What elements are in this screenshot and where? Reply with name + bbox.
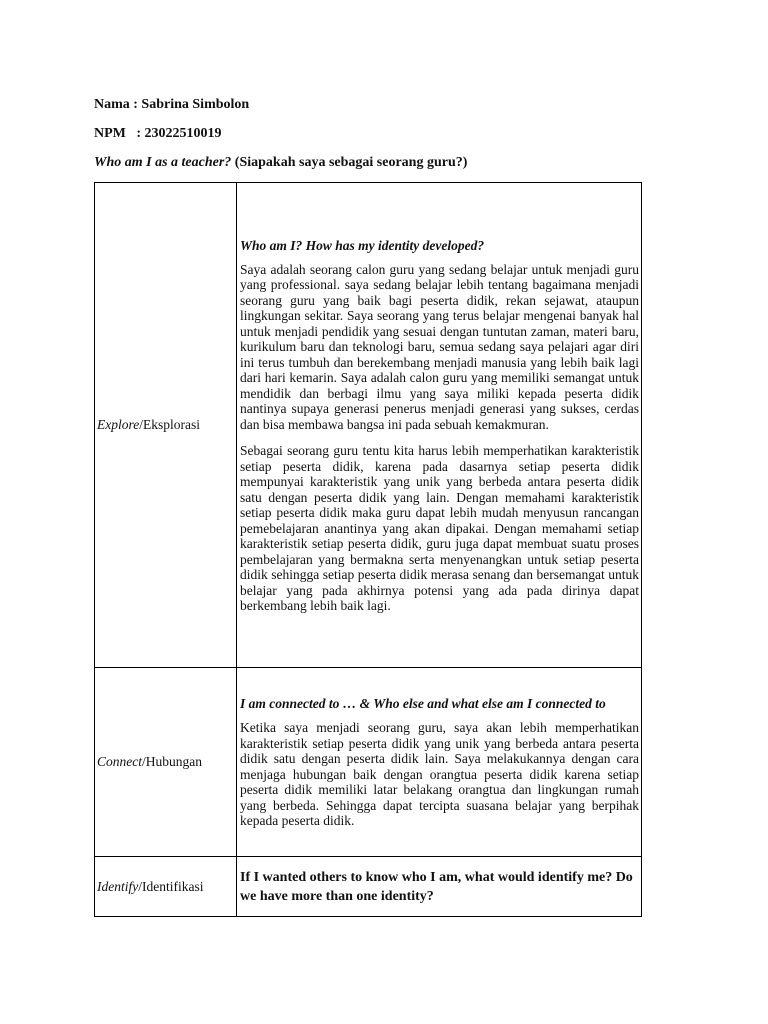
row-content-connect bbox=[237, 668, 642, 857]
reflection-table bbox=[94, 182, 642, 917]
table-row-identify bbox=[95, 857, 642, 917]
npm-value: : 23022510019 bbox=[136, 126, 222, 141]
paragraph: Sebagai seorang guru tentu kita harus lebih memperhatikan karakteristik setiap peserta didik, karena pada dasarnya setiap peserta didik mempunyai karakteristik yang unik yang berbeda antara peserta didik satu dengan peserta didik yang lain. Dengan memahami karakteristik setiap peserta didik maka guru dapat lebih mudah menyusun rancangan pemebelajaran anantinya yang akan dipakai. Dengan memahami setiap karakteristik setiap peserta didik, guru juga dapat membuat suatu proses pembelajaran yang bermakna serta menyenangkan untuk setiap peserta didik sehingga setiap peserta didik merasa senang dan bersemangat untuk belajar yang pada akhirnya potensi yang ada pada dirinya dapat berkembang lebih baik lagi. bbox=[240, 443, 639, 613]
paragraph: Saya adalah seorang calon guru yang sedang belajar untuk menjadi guru yang professional. saya sedang belajar lebih tentang bagaimana menjadi seorang guru yang baik bagi peserta didik, rekan sejawat, ataupun lingkungan sekitar. Saya seorang yang terus belajar mengenai banyak hal untuk menjadi pendidik yang sesuai dengan tuntutan zaman, materi baru, kurikulum baru dan teknologi baru, semua sedang saya pelajari agar diri ini terus tumbuh dan berekembang menjadi manusia yang lebih baik lagi dari hari kemarin. Saya adalah calon guru yang memiliki semangat untuk mendidik dan berbagi ilmu yang saya miliki kepada peserta didik nantinya supaya generasi penerus menjadi generasi yang sukses, cerdas dan bisa membawa bangsa ini pada sebuah kemakmuran. bbox=[240, 261, 639, 432]
name-line bbox=[94, 97, 249, 113]
question-id: (Siapakah saya sebagai seorang guru?) bbox=[234, 155, 468, 170]
row-title: I am connected to … & Who else and what else am I connected to bbox=[240, 696, 606, 712]
row-label-explore: Explore/Eksplorasi bbox=[95, 183, 237, 668]
paragraph: Ketika saya menjadi seorang guru, saya akan lebih memperhatikan karakteristik setiap peserta didik yang unik yang berbeda antara peserta didik satu dengan peserta didik lain. Saya melakukannya dengan cara menjaga hubungan baik dengan orangtua peserta didik karena setiap peserta didik memiliki latar belakang orangtua dan lingkungan rumah yang berbeda. Sehingga dapat tercipta suasana belajar yang berpihak kepada peserta didik. bbox=[240, 720, 639, 829]
row-content-identify bbox=[237, 857, 642, 917]
question-line bbox=[94, 155, 467, 171]
student-name: Nama : Sabrina Simbolon bbox=[94, 97, 250, 112]
table-row-explore bbox=[95, 183, 642, 668]
npm-label: NPM bbox=[94, 126, 126, 141]
row-title: Who am I? How has my identity developed? bbox=[240, 237, 485, 253]
question-en: Who am I as a teacher? bbox=[94, 155, 232, 170]
row-label-identify: Identify/Identifikasi bbox=[95, 857, 237, 917]
row-content-explore bbox=[237, 183, 642, 668]
row-label-connect: Connect/Hubungan bbox=[95, 668, 237, 857]
row-title: If I wanted others to know who I am, what would identify me? Do we have more than one identity? bbox=[240, 869, 633, 904]
table-row-connect bbox=[95, 668, 642, 857]
npm-line bbox=[94, 126, 222, 142]
